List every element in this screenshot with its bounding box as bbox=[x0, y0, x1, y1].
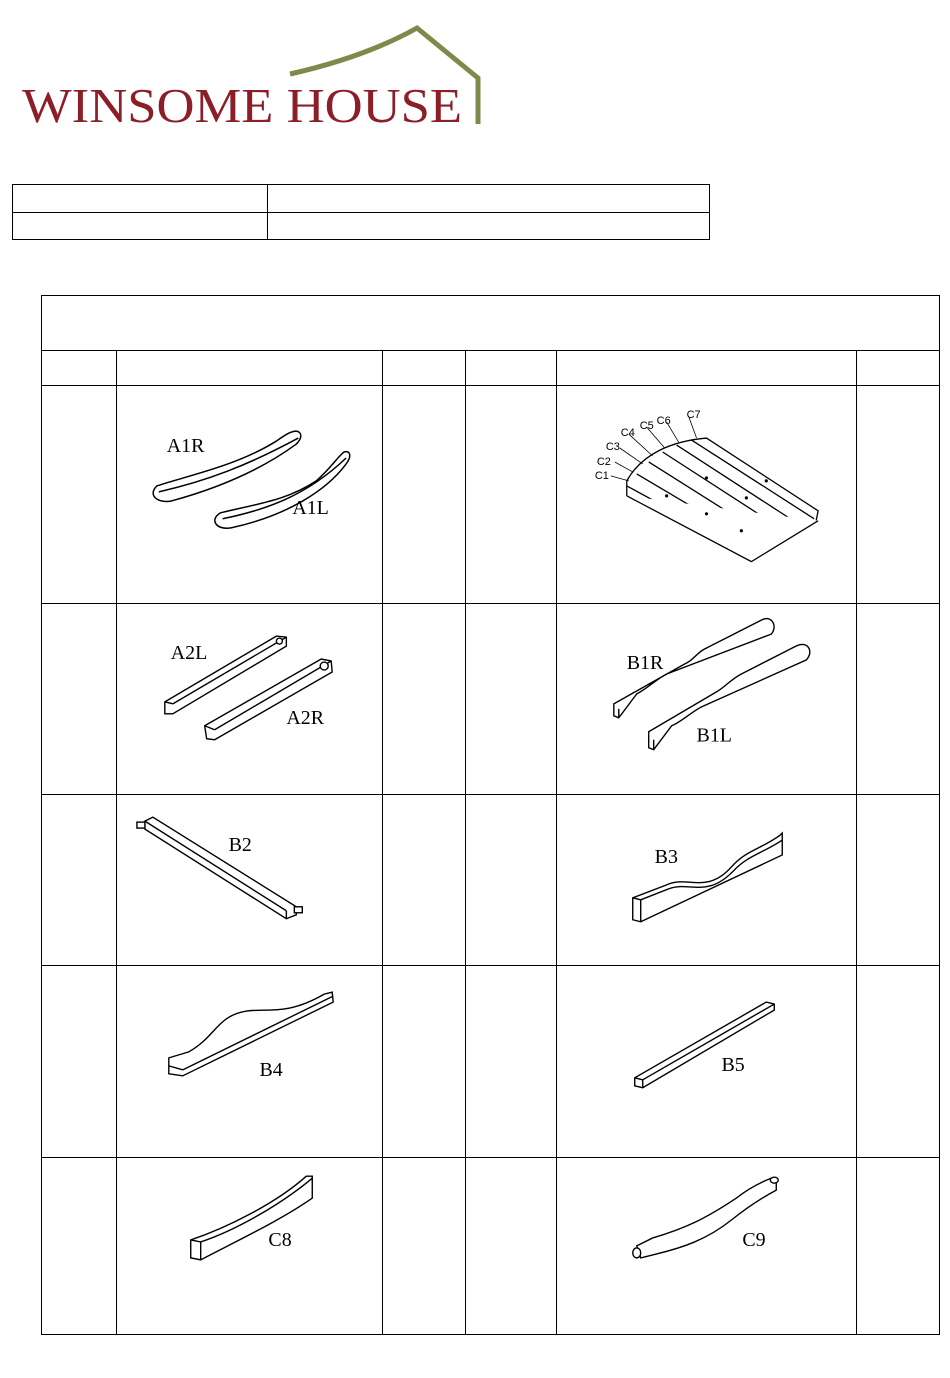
qty-cell bbox=[857, 966, 940, 1158]
winsome-house-logo bbox=[22, 22, 492, 130]
qty-cell bbox=[857, 386, 940, 604]
part-label: C7 bbox=[686, 409, 701, 422]
parts-table bbox=[41, 295, 940, 1335]
info-table bbox=[12, 184, 710, 240]
part-no-cell bbox=[42, 966, 117, 1158]
part-label: B1L bbox=[696, 724, 732, 747]
qty-cell bbox=[857, 603, 940, 794]
part-label: B4 bbox=[259, 1059, 283, 1082]
part-label: C5 bbox=[639, 420, 654, 433]
part-label: C6 bbox=[656, 415, 671, 428]
header-cell bbox=[117, 351, 383, 386]
info-row bbox=[13, 185, 710, 213]
info-cell bbox=[268, 185, 710, 213]
part-label: B5 bbox=[721, 1054, 745, 1077]
part-no-cell bbox=[466, 794, 557, 966]
part-no-cell bbox=[466, 386, 557, 604]
part-label: B1R bbox=[626, 651, 664, 674]
part-no-cell bbox=[466, 1158, 557, 1335]
seat-brace-drawing bbox=[117, 966, 382, 1157]
qty-cell bbox=[383, 386, 466, 604]
part-label: C2 bbox=[596, 456, 611, 469]
logo-text: WINSOME HOUSE bbox=[22, 78, 462, 130]
part-label: C1 bbox=[594, 470, 609, 483]
part-label: A1R bbox=[166, 435, 205, 458]
front-brace-drawing bbox=[117, 795, 382, 966]
info-cell bbox=[13, 185, 268, 213]
part-label: B3 bbox=[654, 845, 678, 868]
part-label: C3 bbox=[605, 441, 620, 454]
part-row bbox=[42, 603, 940, 794]
header-cell bbox=[383, 351, 466, 386]
parts-table-title bbox=[42, 296, 940, 351]
qty-cell bbox=[857, 1158, 940, 1335]
part-drawing-cell bbox=[117, 603, 383, 794]
part-drawing-cell bbox=[117, 966, 383, 1158]
part-drawing-cell bbox=[557, 603, 857, 794]
info-cell bbox=[268, 212, 710, 240]
header-cell bbox=[466, 351, 557, 386]
info-row bbox=[13, 212, 710, 240]
qty-cell bbox=[383, 966, 466, 1158]
part-no-cell bbox=[42, 386, 117, 604]
part-row bbox=[42, 1158, 940, 1335]
part-drawing-cell bbox=[557, 794, 857, 966]
header-cell bbox=[857, 351, 940, 386]
qty-cell bbox=[857, 794, 940, 966]
part-drawing-cell bbox=[117, 794, 383, 966]
part-label: A2L bbox=[170, 641, 208, 664]
arm-support-drawing bbox=[117, 604, 382, 794]
qty-cell bbox=[383, 794, 466, 966]
part-drawing-cell bbox=[117, 386, 383, 604]
info-cell bbox=[13, 212, 268, 240]
header-cell bbox=[42, 351, 117, 386]
part-row bbox=[42, 386, 940, 604]
part-no-cell bbox=[42, 794, 117, 966]
curved-rail-drawing bbox=[557, 1158, 856, 1334]
armrest-drawing bbox=[117, 386, 382, 603]
part-drawing-cell bbox=[557, 1158, 857, 1335]
curved-slat-drawing bbox=[117, 1158, 382, 1334]
part-drawing-cell bbox=[117, 1158, 383, 1335]
part-label: A2R bbox=[286, 706, 324, 729]
part-label: C9 bbox=[742, 1229, 766, 1252]
qty-cell bbox=[383, 603, 466, 794]
part-no-cell bbox=[42, 603, 117, 794]
part-row bbox=[42, 966, 940, 1158]
part-label: C4 bbox=[620, 427, 635, 440]
part-label: C8 bbox=[268, 1229, 292, 1252]
part-label: A1L bbox=[292, 496, 329, 519]
part-no-cell bbox=[466, 966, 557, 1158]
qty-cell bbox=[383, 1158, 466, 1335]
part-drawing-cell bbox=[557, 966, 857, 1158]
part-no-cell bbox=[466, 603, 557, 794]
seat-assembly-drawing bbox=[557, 386, 856, 603]
back-brace-drawing bbox=[557, 795, 856, 966]
part-no-cell bbox=[42, 1158, 117, 1335]
side-leg-drawing bbox=[557, 604, 856, 794]
part-row bbox=[42, 794, 940, 966]
part-label: B2 bbox=[228, 833, 252, 856]
cross-rail-drawing bbox=[557, 966, 856, 1157]
header-cell bbox=[557, 351, 857, 386]
part-drawing-cell bbox=[557, 386, 857, 604]
